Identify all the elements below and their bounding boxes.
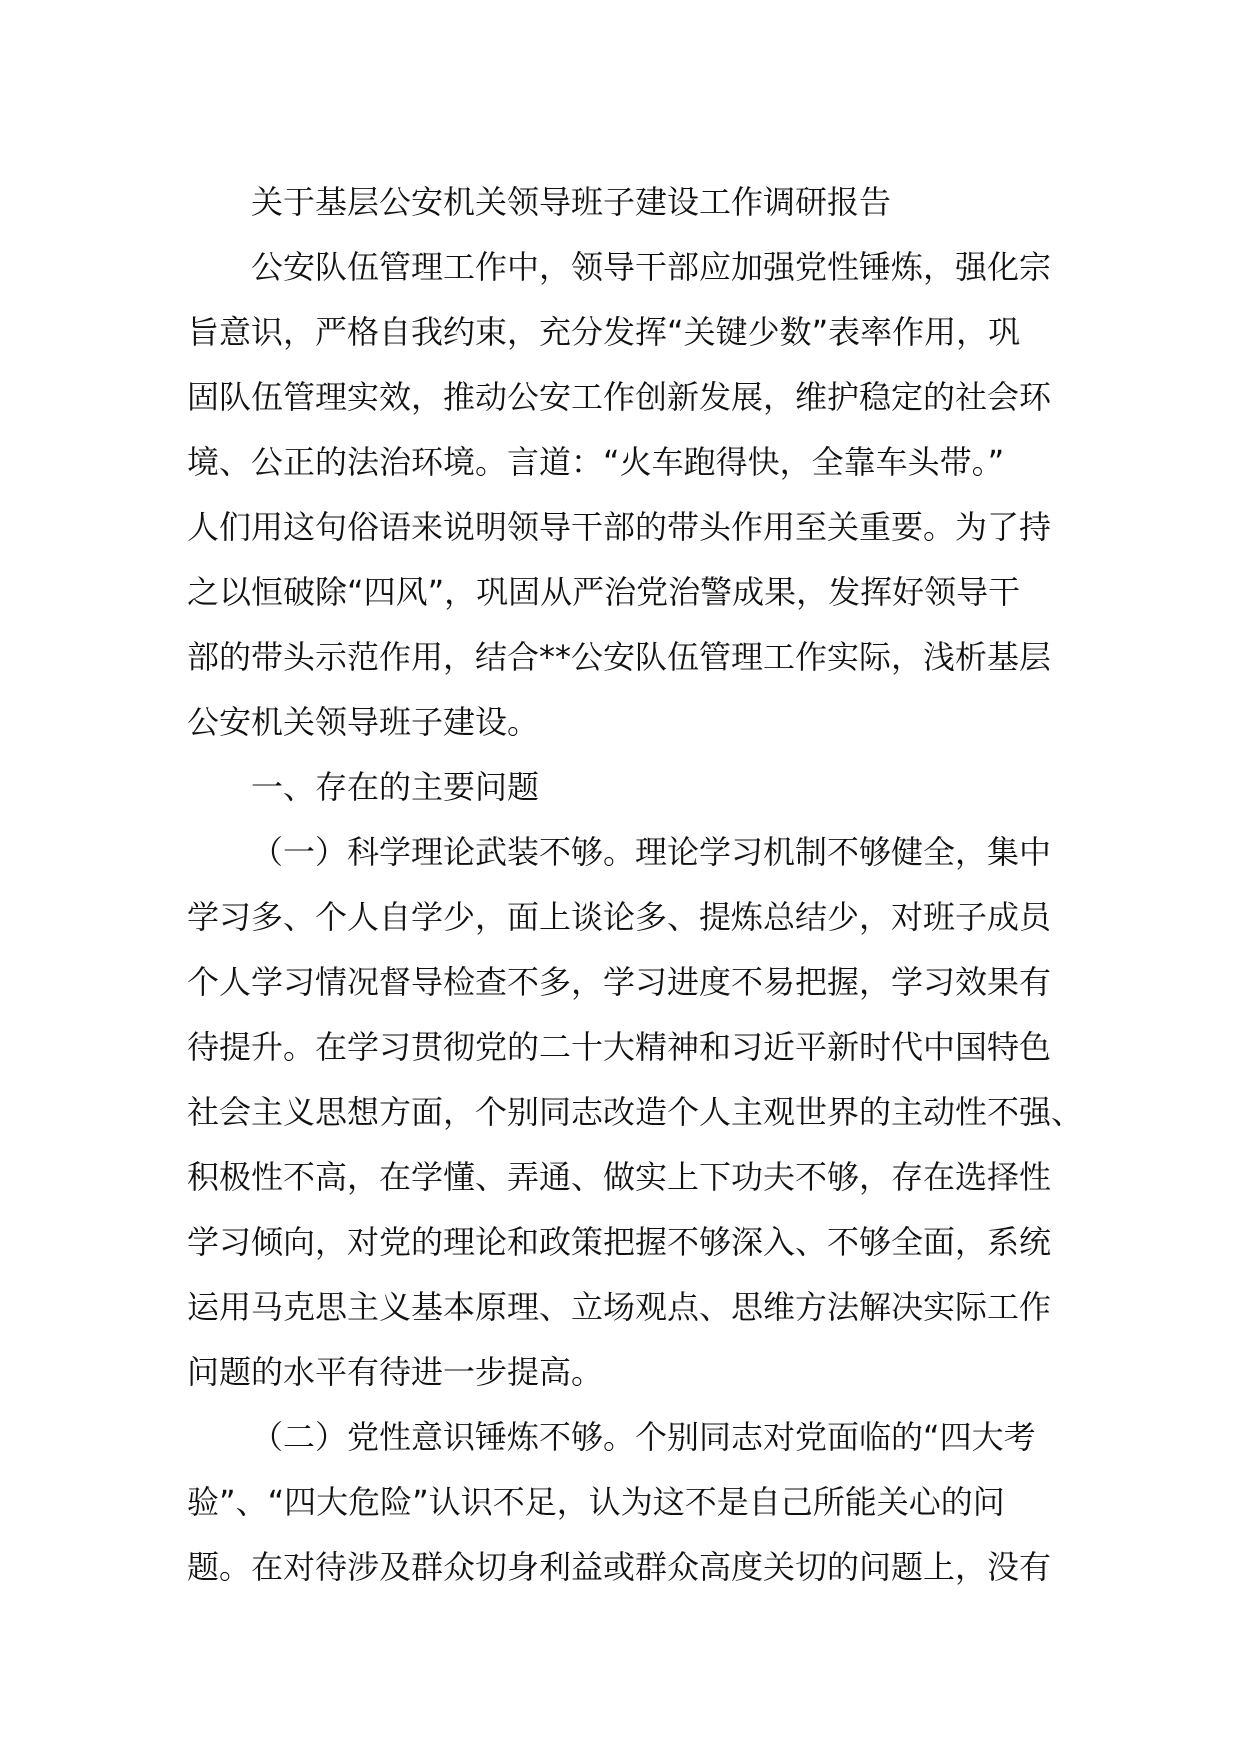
paragraph-line: （二）党性意识锤炼不够。个别同志对党面临的“四大考 <box>251 1418 1036 1456</box>
paragraph-line: 公安机关领导班子建设。 <box>187 703 540 741</box>
paragraph-line: 学习多、个人自学少，面上谈论多、提炼总结少，对班子成员 <box>187 898 1052 936</box>
paragraph-line: 部的带头示范作用，结合**公安队伍管理工作实际，浅析基层 <box>187 638 1052 676</box>
paragraph-line: 境、公正的法治环境。言道：“火车跑得快，全靠车头带。” <box>187 443 1005 481</box>
paragraph-line: 固队伍管理实效，推动公安工作创新发展，维护稳定的社会环 <box>187 378 1052 416</box>
paragraph-line: 待提升。在学习贯彻党的二十大精神和习近平新时代中国特色 <box>187 1028 1052 1066</box>
paragraph-line: 题。在对待涉及群众切身利益或群众高度关切的问题上，没有 <box>187 1548 1052 1586</box>
paragraph-line: 公安队伍管理工作中，领导干部应加强党性锤炼，强化宗 <box>251 248 1052 286</box>
paragraph-line: （一）科学理论武装不够。理论学习机制不够健全，集中 <box>251 833 1052 871</box>
section-heading: 一、存在的主要问题 <box>251 768 540 806</box>
paragraph-line: 验”、“四大危险”认识不足，认为这不是自己所能关心的问 <box>187 1483 1005 1521</box>
paragraph-line: 之以恒破除“四风”，巩固从严治党治警成果，发挥好领导干 <box>187 573 1021 611</box>
paragraph-line: 人们用这句俗语来说明领导干部的带头作用至关重要。为了持 <box>187 508 1052 546</box>
paragraph-line: 学习倾向，对党的理论和政策把握不够深入、不够全面，系统 <box>187 1223 1052 1261</box>
paragraph-line: 积极性不高，在学懂、弄通、做实上下功夫不够，存在选择性 <box>187 1158 1052 1196</box>
paragraph-line: 旨意识，严格自我约束，充分发挥“关键少数”表率作用，巩 <box>187 313 1021 351</box>
paragraph-line: 问题的水平有待进一步提高。 <box>187 1353 604 1391</box>
paragraph-line: 个人学习情况督导检查不多，学习进度不易把握，学习效果有 <box>187 963 1052 1001</box>
document-body <box>187 170 1084 1600</box>
paragraph-line: 社会主义思想方面，个别同志改造个人主观世界的主动性不强、 <box>187 1093 1084 1131</box>
document-title: 关于基层公安机关领导班子建设工作调研报告 <box>251 183 892 221</box>
paragraph-line: 运用马克思主义基本原理、立场观点、思维方法解决实际工作 <box>187 1288 1052 1326</box>
